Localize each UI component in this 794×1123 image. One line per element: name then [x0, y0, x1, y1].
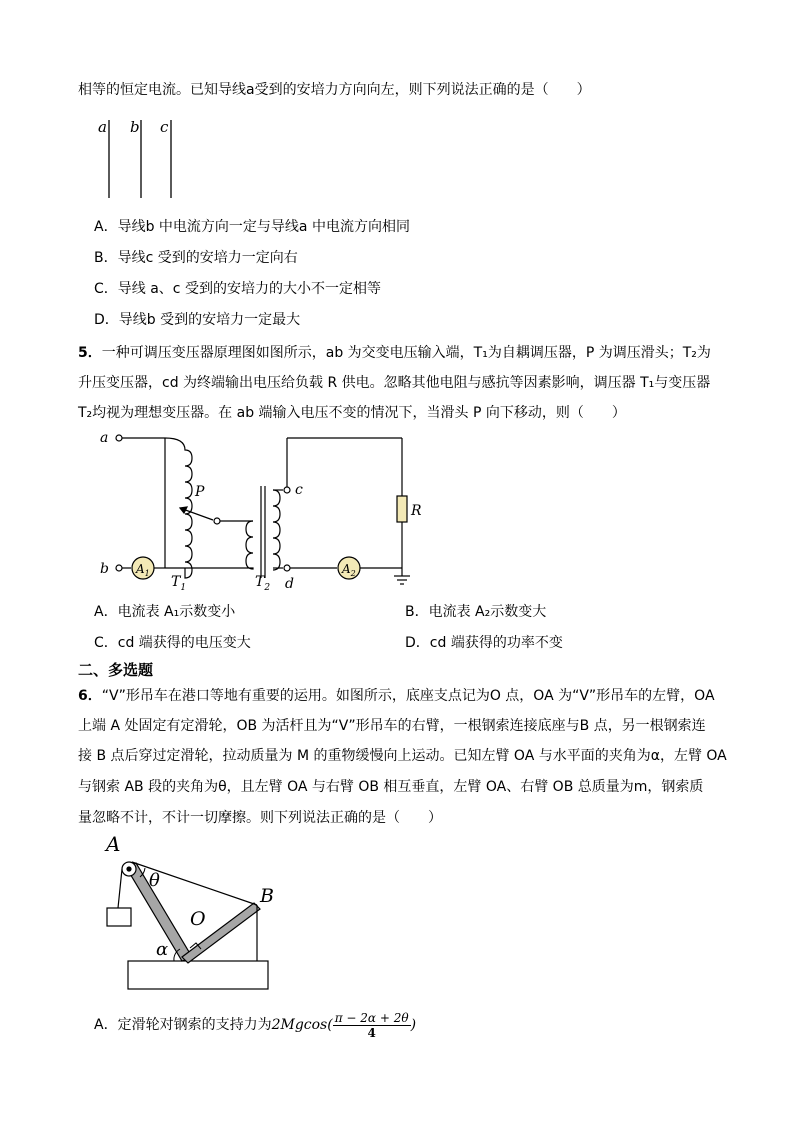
q6-stem-line-1: 6．“V”形吊车在港口等地有重要的运用。如图所示，底座支点记为O 点，OA 为“V”形吊车的左臂，OA — [78, 688, 715, 704]
circuit-label-d: d — [285, 576, 294, 592]
circuit-label-R: R — [411, 503, 422, 519]
q6-crane-figure — [100, 832, 280, 995]
q4-option-b: B．导线c 受到的安培力一定向右 — [94, 250, 298, 266]
q4-option-c: C．导线 a、c 受到的安培力的大小不一定相等 — [94, 281, 381, 297]
q5-option-c: C．cd 端获得的电压变大 — [94, 635, 251, 651]
transformer-T2-label: $T_2$ — [255, 574, 271, 593]
ammeter-A1-label: $A_1$ — [136, 562, 150, 578]
wire-label-b: b — [130, 118, 140, 136]
circuit-label-P: P — [195, 484, 205, 500]
q6-option-a-formula: 2Mgcos( — [271, 1017, 333, 1033]
wire-label-a: a — [98, 118, 107, 136]
circuit-label-c: c — [295, 482, 303, 498]
wire-label-c: c — [160, 118, 169, 136]
q6-stem-line-3: 接 B 点后穿过定滑轮，拉动质量为 M 的重物缓慢向上运动。已知左臂 OA 与水平面的夹角为α，左臂 OA — [78, 748, 727, 764]
q5-option-d: D．cd 端获得的功率不变 — [405, 635, 563, 651]
q4-option-d: D．导线b 受到的安培力一定最大 — [94, 312, 301, 328]
crane-label-alpha: α — [156, 939, 169, 960]
q6-stem-line-4: 与钢索 AB 段的夹角为θ，且左臂 OA 与右臂 OB 相互垂直，左臂 OA、右臂 OB 总质量为m，钢索质 — [78, 779, 704, 795]
crane-label-theta: θ — [149, 870, 160, 891]
transformer-T1-label: $T_1$ — [171, 574, 187, 593]
q5-option-b: B．电流表 A₂示数变大 — [405, 604, 547, 620]
circuit-label-b: b — [100, 561, 109, 577]
q4-option-a: A．导线b 中电流方向一定与导线a 中电流方向相同 — [94, 219, 410, 235]
q5-option-a: A．电流表 A₁示数变小 — [94, 604, 236, 620]
q5-stem-line-2: 升压变压器，cd 为终端输出电压给负载 R 供电。忽略其他电阻与感抗等因素影响，调压器 T₁与变压器 — [78, 375, 711, 391]
crane-label-A: A — [106, 832, 121, 856]
q5-circuit-figure — [95, 428, 425, 598]
q4-wires-figure — [95, 115, 185, 205]
q5-stem-line-3: T₂均视为理想变压器。在 ab 端输入电压不变的情况下，当滑头 P 向下移动，则（ ） — [78, 405, 626, 421]
q6-stem-line-5: 量忽略不计，不计一切摩擦。则下列说法正确的是（ ） — [78, 810, 442, 826]
q6-number: 6． — [78, 688, 102, 704]
crane-label-O: O — [190, 908, 206, 930]
q5-stem-line-1: 5．一种可调压变压器原理图如图所示，ab 为交变电压输入端，T₁为自耦调压器，P 为调压滑头；T₂为 — [78, 345, 711, 361]
q6-option-a-fraction: $\frac{\pi - 2\alpha + 2\theta}{4}$ — [334, 1010, 409, 1040]
section-title-multiple-choice: 二、多选题 — [78, 661, 154, 679]
q4-stem-tail: 相等的恒定电流。已知导线a受到的安培力方向向左，则下列说法正确的是（ ） — [78, 82, 591, 98]
q6-option-a: A．定滑轮对钢索的支持力为2Mgcos( $\frac{\pi - 2\alpha + 2\theta}{4}$ ) — [94, 1010, 417, 1040]
ammeter-A2-label: $A_2$ — [342, 562, 356, 578]
q5-number: 5． — [78, 345, 102, 361]
crane-label-B: B — [260, 885, 274, 907]
circuit-label-a: a — [100, 430, 109, 446]
q6-stem-line-2: 上端 A 处固定有定滑轮，OB 为活杆且为“V”形吊车的右臂，一根钢索连接底座与B 点，另一根钢索连 — [78, 718, 706, 734]
